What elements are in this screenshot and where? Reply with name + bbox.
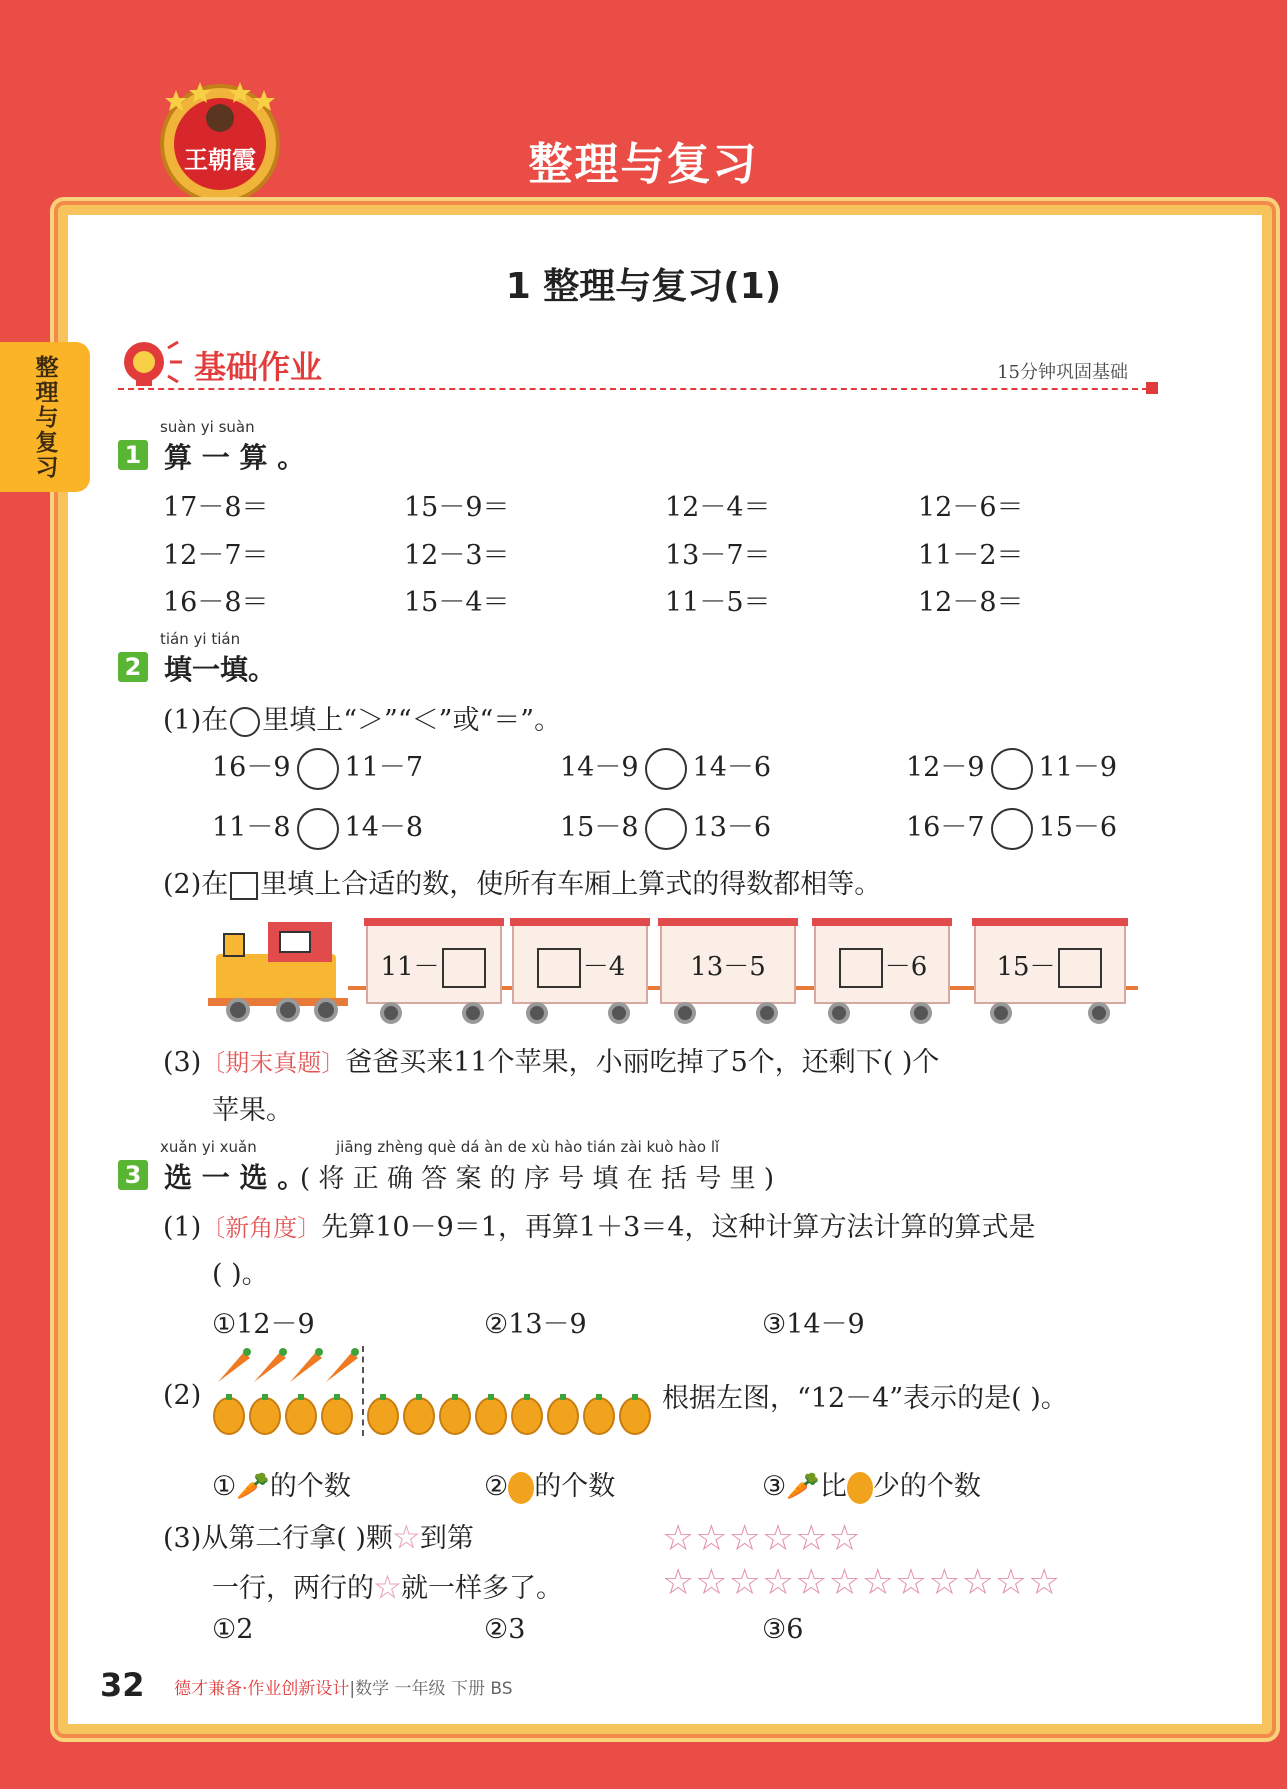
band-note: 15分钟巩固基础 bbox=[997, 362, 1128, 383]
exam-tag: 〔期末真题〕 bbox=[201, 1049, 346, 1077]
compare-item: 11－8 14－8 bbox=[212, 805, 423, 850]
wheel-icon bbox=[526, 1002, 548, 1024]
star-row-1: ☆☆☆☆☆☆ bbox=[662, 1518, 862, 1559]
carrot-icon: 🥕 bbox=[236, 1471, 270, 1502]
wheel-icon bbox=[910, 1002, 932, 1024]
section-title: 1 整理与复习(1) bbox=[505, 266, 782, 307]
q1-expr[interactable]: 12－3＝ bbox=[404, 540, 510, 571]
option[interactable]: ②13－9 bbox=[484, 1309, 587, 1340]
wheel-icon bbox=[828, 1002, 850, 1024]
q1-expr[interactable]: 12－4＝ bbox=[665, 492, 771, 523]
train-car: －4 bbox=[512, 924, 648, 1004]
q3-title-note: ( 将 正 确 答 案 的 序 号 填 在 括 号 里 ) bbox=[300, 1164, 774, 1194]
new-angle-tag: 〔新角度〕 bbox=[201, 1214, 322, 1242]
q1-pinyin: suàn yi suàn bbox=[160, 418, 255, 436]
answer-box[interactable] bbox=[442, 948, 486, 988]
option[interactable]: ③14－9 bbox=[762, 1309, 865, 1340]
q2-p3-line2: 苹果。 bbox=[212, 1095, 293, 1126]
compare-circle[interactable] bbox=[297, 808, 339, 850]
q1-expr[interactable]: 12－6＝ bbox=[918, 492, 1024, 523]
answer-box[interactable] bbox=[1058, 948, 1102, 988]
compare-item: 15－8 13－6 bbox=[560, 805, 771, 850]
q3-p3-line2: 一行，两行的☆就一样多了。 bbox=[212, 1573, 563, 1604]
star-icon: ☆ bbox=[392, 1523, 420, 1554]
wheel-icon bbox=[462, 1002, 484, 1024]
header-title: 整理与复习 bbox=[528, 139, 759, 190]
q1-number: 1 bbox=[118, 440, 148, 470]
wheel-icon bbox=[674, 1002, 696, 1024]
q1-expr[interactable]: 16－8＝ bbox=[163, 587, 269, 618]
option[interactable]: ①12－9 bbox=[212, 1309, 315, 1340]
star-icon: ☆ bbox=[374, 1573, 401, 1604]
locomotive-icon bbox=[208, 914, 358, 1024]
option[interactable]: ②3 bbox=[484, 1614, 526, 1645]
star-row-2: ☆☆☆☆☆☆☆☆☆☆☆☆ bbox=[662, 1562, 1062, 1603]
compare-circle[interactable] bbox=[991, 748, 1033, 790]
logo-text: 王朝霞 bbox=[184, 145, 256, 174]
carrot-icon bbox=[214, 1346, 364, 1386]
q2-pinyin: tián yi tián bbox=[160, 630, 241, 648]
compare-circle[interactable] bbox=[645, 808, 687, 850]
q3-p1-line1: (1)〔新角度〕先算10－9＝1，再算1＋3＝4，这种计算方法计算的算式是 bbox=[163, 1212, 1036, 1243]
option[interactable]: ①🥕的个数 bbox=[212, 1471, 351, 1502]
q3-pinyin-note: jiāng zhèng què dá àn de xù hào tián zài kuò hào lǐ bbox=[336, 1138, 720, 1156]
compare-item: 16－7 15－6 bbox=[906, 805, 1117, 850]
train-car: 11－ bbox=[366, 924, 502, 1004]
q2-title: 填一填。 bbox=[164, 653, 277, 686]
answer-box[interactable] bbox=[537, 948, 581, 988]
wheel-icon bbox=[608, 1002, 630, 1024]
q3-p2-text: 根据左图，“12－4”表示的是( )。 bbox=[662, 1383, 1068, 1414]
compare-circle[interactable] bbox=[297, 748, 339, 790]
square-icon bbox=[230, 872, 258, 900]
q3-number: 3 bbox=[118, 1160, 148, 1190]
q2-p3-line1: (3)〔期末真题〕爸爸买来11个苹果，小丽吃掉了5个，还剩下( )个 bbox=[163, 1047, 940, 1078]
train-car: －6 bbox=[814, 924, 950, 1004]
option[interactable]: ③🥕比 少的个数 bbox=[762, 1471, 981, 1502]
q1-expr[interactable]: 15－4＝ bbox=[404, 587, 510, 618]
q1-expr[interactable]: 15－9＝ bbox=[404, 492, 510, 523]
band-divider bbox=[118, 388, 1148, 390]
q1-expr[interactable]: 12－8＝ bbox=[918, 587, 1024, 618]
pepper-icon bbox=[847, 1472, 873, 1504]
q3-title: 选 一 选 。 bbox=[164, 1161, 306, 1194]
train-car: 13－5 bbox=[660, 924, 796, 1004]
pepper-icon bbox=[508, 1472, 534, 1504]
compare-item: 12－9 11－9 bbox=[906, 745, 1117, 790]
pepper-icon bbox=[212, 1392, 662, 1436]
q3-p2-prefix: (2) bbox=[163, 1380, 202, 1411]
q1-expr[interactable]: 11－2＝ bbox=[918, 540, 1024, 571]
answer-box[interactable] bbox=[839, 948, 883, 988]
basic-homework-band bbox=[118, 336, 1158, 396]
carrot-icon: 🥕 bbox=[786, 1471, 820, 1502]
compare-circle[interactable] bbox=[991, 808, 1033, 850]
wheel-icon bbox=[756, 1002, 778, 1024]
q2-number: 2 bbox=[118, 652, 148, 682]
side-tab[interactable] bbox=[0, 342, 90, 492]
wheel-icon bbox=[380, 1002, 402, 1024]
circle-icon bbox=[230, 707, 260, 737]
side-tab-label: 整理与复习 bbox=[31, 354, 58, 480]
q3-p3-line1: (3)从第二行拿( )颗☆到第 bbox=[163, 1523, 474, 1554]
q1-expr[interactable]: 17－8＝ bbox=[163, 492, 269, 523]
carrot-row bbox=[214, 1346, 364, 1386]
lightbulb-icon bbox=[118, 338, 184, 390]
option[interactable]: ③6 bbox=[762, 1614, 804, 1645]
q3-pinyin: xuǎn yi xuǎn bbox=[160, 1138, 257, 1156]
band-divider-end bbox=[1146, 382, 1158, 394]
wheel-icon bbox=[990, 1002, 1012, 1024]
footer-text: 德才兼备·作业创新设计|数学 一年级 下册 BS bbox=[174, 1679, 513, 1699]
train-illustration bbox=[208, 914, 1138, 1024]
q1-expr[interactable]: 12－7＝ bbox=[163, 540, 269, 571]
compare-circle[interactable] bbox=[645, 748, 687, 790]
compare-item: 16－9 11－7 bbox=[212, 745, 423, 790]
q1-expr[interactable]: 11－5＝ bbox=[665, 587, 771, 618]
q3-p1-line2: ( )。 bbox=[212, 1259, 269, 1290]
q1-expr[interactable]: 13－7＝ bbox=[665, 540, 771, 571]
compare-item: 14－9 14－6 bbox=[560, 745, 771, 790]
band-label: 基础作业 bbox=[194, 348, 323, 386]
option[interactable]: ② 的个数 bbox=[484, 1471, 616, 1502]
wheel-icon bbox=[1088, 1002, 1110, 1024]
q2-p1-instruction: (1)在 里填上“＞”“＜”或“＝”。 bbox=[163, 705, 562, 736]
option[interactable]: ①2 bbox=[212, 1614, 254, 1645]
train-car: 15－ bbox=[974, 924, 1126, 1004]
q2-p2-instruction: (2)在 里填上合适的数，使所有车厢上算式的得数都相等。 bbox=[163, 869, 882, 900]
q1-title: 算 一 算 。 bbox=[164, 441, 306, 474]
page-number: 32 bbox=[100, 1666, 145, 1704]
